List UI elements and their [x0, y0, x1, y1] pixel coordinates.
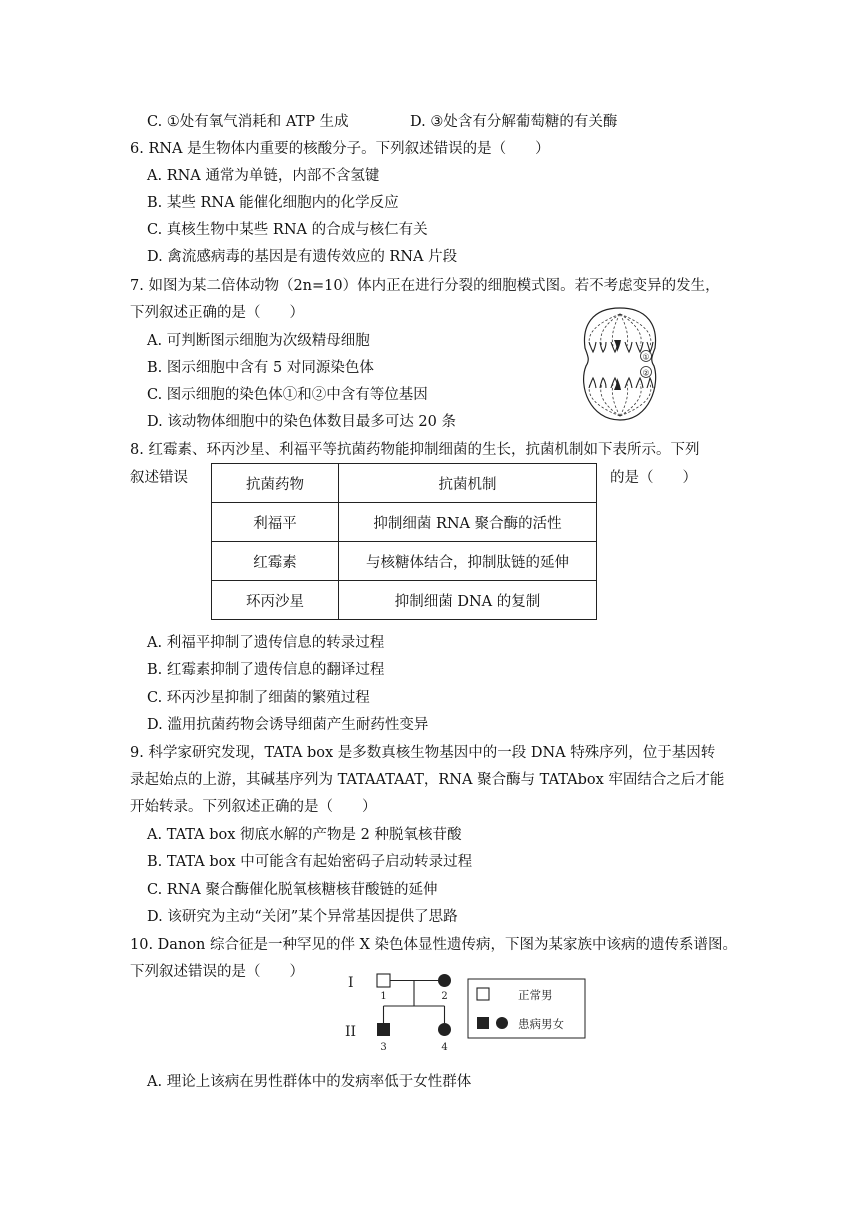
antibiotic-table	[211, 463, 597, 620]
table-header: 抗菌药物	[212, 464, 339, 503]
q5-option-d: D. ③处含有分解葡萄糖的有关酶	[410, 114, 618, 130]
q6-option-d: D. 禽流感病毒的基因是有遗传效应的 RNA 片段	[147, 249, 458, 265]
q7-option-d: D. 该动物体细胞中的染色体数目最多可达 20 条	[147, 414, 456, 430]
dividing-cell-figure	[570, 304, 670, 424]
q9-option-b: B. TATA box 中可能含有起始密码子启动转录过程	[147, 854, 473, 870]
q8-option-d: D. 滥用抗菌药物会诱导细菌产生耐药性变异	[147, 717, 429, 733]
affected-male-symbol	[377, 1023, 390, 1036]
q8-option-c: C. 环丙沙星抑制了细菌的繁殖过程	[147, 690, 370, 706]
q7-option-c: C. 图示细胞的染色体①和②中含有等位基因	[147, 387, 428, 403]
individual-id: 2	[441, 991, 448, 1002]
table-header-row	[212, 464, 597, 503]
chromosome-label-2: ②	[642, 368, 650, 378]
q8-stem-line2-left: 叙述错误	[130, 470, 188, 486]
table-cell: 与核糖体结合，抑制肽链的延伸	[339, 542, 597, 581]
individual-id: 1	[380, 991, 387, 1002]
q6-option-a: A. RNA 通常为单链，内部不含氢键	[147, 168, 380, 184]
q7-stem-line1: 7. 如图为某二倍体动物（2n=10）体内正在进行分裂的细胞模式图。若不考虑变异的发生，	[130, 278, 720, 294]
q8-stem-line1: 8. 红霉素、环丙沙星、利福平等抗菌药物能抑制细菌的生长，抗菌机制如下表所示。下列	[130, 442, 700, 458]
q7-option-a: A. 可判断图示细胞为次级精母细胞	[147, 333, 370, 349]
q9-option-c: C. RNA 聚合酶催化脱氧核糖核苷酸链的延伸	[147, 882, 438, 898]
q7-option-b: B. 图示细胞中含有 5 对同源染色体	[147, 360, 374, 376]
generation-label-1: I	[348, 975, 354, 991]
generation-label-2: II	[345, 1024, 357, 1040]
table-cell: 抑制细菌 RNA 聚合酶的活性	[339, 503, 597, 542]
table-cell: 红霉素	[212, 542, 339, 581]
q10-option-a: A. 理论上该病在男性群体中的发病率低于女性群体	[147, 1074, 472, 1090]
table-cell: 环丙沙星	[212, 581, 339, 620]
table-header: 抗菌机制	[339, 464, 597, 503]
legend-normal-male-label: 正常男	[518, 988, 553, 1002]
legend-affected-male-icon	[477, 1017, 489, 1029]
individual-id: 4	[441, 1042, 448, 1053]
q8-option-b: B. 红霉素抑制了遗传信息的翻译过程	[147, 662, 385, 678]
q6-stem: 6. RNA 是生物体内重要的核酸分子。下列叙述错误的是（ ）	[130, 141, 550, 157]
q7-stem-line2: 下列叙述正确的是（ ）	[130, 305, 304, 321]
affected-female-symbol	[438, 1023, 451, 1036]
legend-affected-female-icon	[496, 1017, 508, 1029]
q10-stem-line2: 下列叙述错误的是（ ）	[130, 964, 304, 980]
q6-option-b: B. 某些 RNA 能催化细胞内的化学反应	[147, 195, 399, 211]
q9-stem-line1: 9. 科学家研究发现，TATA box 是多数真核生物基因中的一段 DNA 特殊序列，位于基因转	[130, 745, 716, 761]
q8-stem-line2-right: 的是（ ）	[610, 470, 697, 486]
pedigree-chart	[340, 966, 590, 1058]
q6-option-c: C. 真核生物中某些 RNA 的合成与核仁有关	[147, 222, 428, 238]
legend-affected-label: 患病男女	[518, 1017, 564, 1031]
q9-option-a: A. TATA box 彻底水解的产物是 2 种脱氧核苷酸	[147, 827, 462, 843]
q9-stem-line3: 开始转录。下列叙述正确的是（ ）	[130, 799, 377, 815]
legend-normal-male-icon	[477, 988, 489, 1000]
q10-stem-line1: 10. Danon 综合征是一种罕见的伴 X 染色体显性遗传病，下图为某家族中该病的遗传系谱图。	[130, 937, 737, 953]
normal-male-symbol	[377, 974, 390, 987]
table-cell: 抑制细菌 DNA 的复制	[339, 581, 597, 620]
individual-id: 3	[380, 1042, 387, 1053]
q8-option-a: A. 利福平抑制了遗传信息的转录过程	[147, 635, 385, 651]
q9-stem-line2: 录起始点的上游，其碱基序列为 TATAATAAT，RNA 聚合酶与 TATAbox 牢固结合之后才能	[130, 772, 725, 788]
q9-option-d: D. 该研究为主动“关闭”某个异常基因提供了思路	[147, 909, 458, 925]
table-row	[212, 581, 597, 620]
chromosome-label-1: ①	[642, 352, 650, 362]
table-row	[212, 542, 597, 581]
table-cell: 利福平	[212, 503, 339, 542]
table-row	[212, 503, 597, 542]
q5-option-c: C. ①处有氧气消耗和 ATP 生成	[147, 114, 349, 130]
affected-female-symbol	[438, 974, 451, 987]
